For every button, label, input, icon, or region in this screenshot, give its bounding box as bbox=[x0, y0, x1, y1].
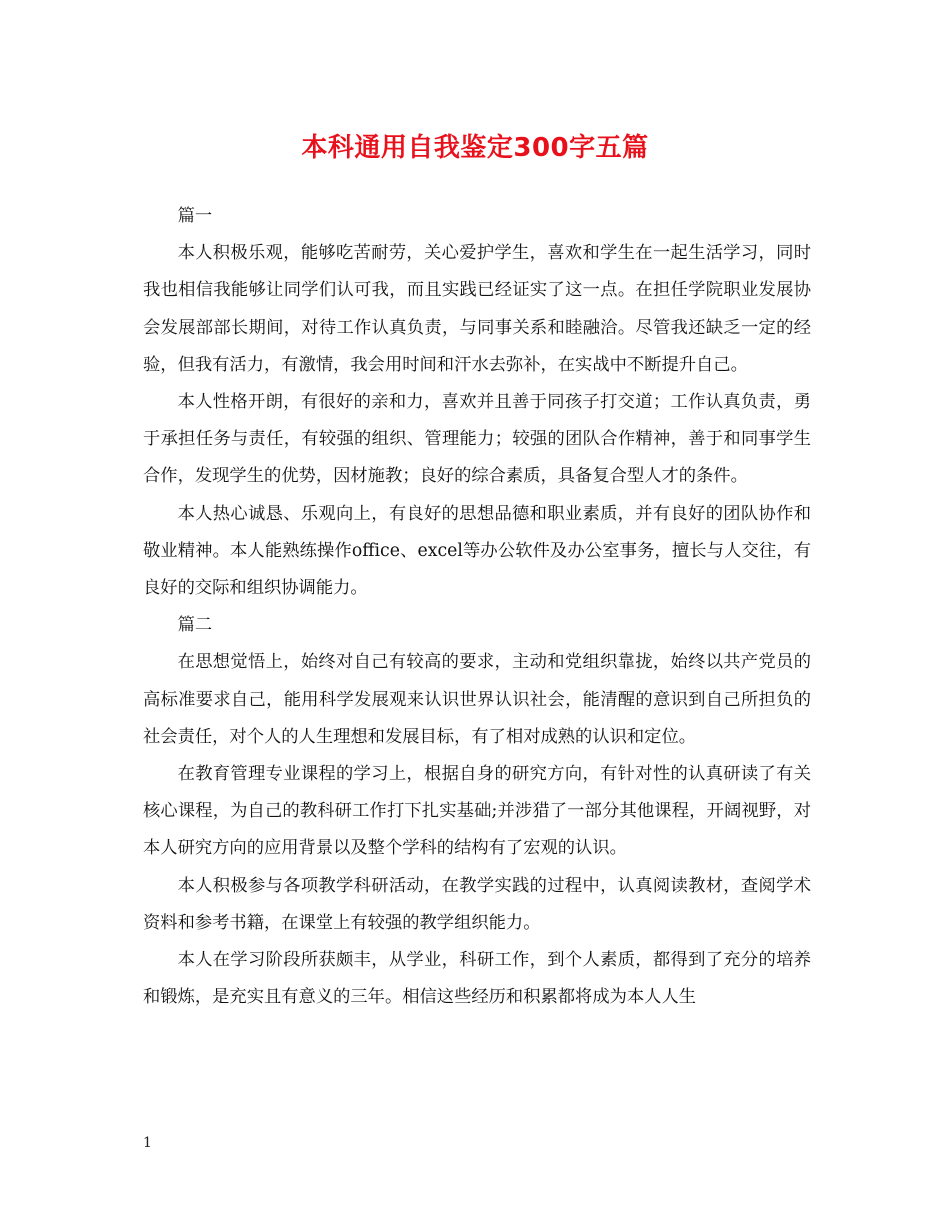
document-title: 本科通用自我鉴定300字五篇 bbox=[301, 133, 649, 163]
document-body bbox=[143, 198, 811, 1016]
section-heading: 篇二 bbox=[177, 615, 213, 636]
paragraph: 本人性格开朗，有很好的亲和力，喜欢并且善于同孩子打交道；工作认真负责，勇于承担任务与责任，有较强的组织、管理能力；较强的团队合作精神，善于和同事学生合作，发现学生的优势，因材施教；良好的综合素质，具备复合型人才的条件。 bbox=[143, 392, 811, 487]
paragraph: 在思想觉悟上，始终对自己有较高的要求，主动和党组织靠拢，始终以共产党员的高标准要求自己，能用科学发展观来认识世界认识社会，能清醒的意识到自己所担负的社会责任，对个人的人生理想和发展目标，有了相对成熟的认识和定位。 bbox=[143, 652, 811, 747]
paragraph: 本人热心诚恳、乐观向上，有良好的思想品德和职业素质，并有良好的团队协作和敬业精神。本人能熟练操作office、excel等办公软件及办公室事务，擅长与人交往，有良好的交际和组织协调能力。 bbox=[143, 503, 811, 599]
paragraph: 本人积极乐观，能够吃苦耐劳，关心爱护学生，喜欢和学生在一起生活学习，同时我也相信我能够让同学们认可我，而且实践已经证实了这一点。在担任学院职业发展协会发展部部长期间，对待工作认真负责，与同事关系和睦融洽。尽管我还缺乏一定的经验，但我有活力，有激情，我会用时间和汗水去弥补，在实战中不断提升自己。 bbox=[143, 243, 811, 375]
paragraph: 本人在学习阶段所获颇丰，从学业，科研工作，到个人素质，都得到了充分的培养和锻炼，是充实且有意义的三年。相信这些经历和积累都将成为本人人生 bbox=[143, 950, 811, 1008]
paragraph: 在教育管理专业课程的学习上，根据自身的研究方向，有针对性的认真研读了有关核心课程，为自己的教科研工作打下扎实基础;并涉猎了一部分其他课程，开阔视野，对本人研究方向的应用背景以及整个学科的结构有了宏观的认识。 bbox=[143, 764, 811, 859]
section-heading: 篇一 bbox=[177, 206, 213, 226]
page-number: 1 bbox=[143, 1135, 152, 1151]
paragraph: 本人积极参与各项教学科研活动，在教学实践的过程中，认真阅读教材，查阅学术资料和参考书籍，在课堂上有较强的教学组织能力。 bbox=[143, 875, 811, 933]
